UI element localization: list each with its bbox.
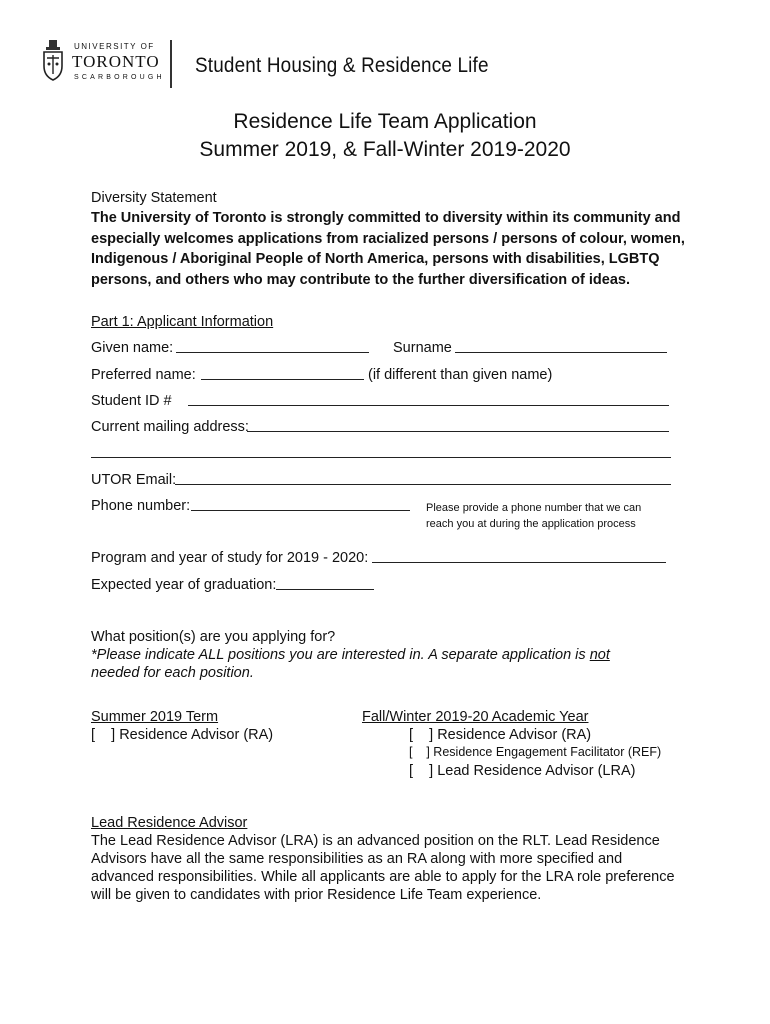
- preferred-name-note: (if different than given name): [368, 367, 553, 383]
- positions-note-prefix: *Please indicate ALL positions you are interested in. A separate application is: [91, 647, 590, 663]
- student-id-label: Student ID #: [91, 393, 172, 409]
- graduation-year-field[interactable]: [276, 575, 374, 590]
- department-name: Student Housing & Residence Life: [195, 54, 489, 77]
- document-title: Residence Life Team Application: [233, 110, 537, 133]
- fall-lra-checkbox[interactable]: [ ] Lead Residence Advisor (LRA): [409, 763, 636, 779]
- graduation-year-label: Expected year of graduation:: [91, 577, 277, 593]
- summer-ra-checkbox[interactable]: [ ] Residence Advisor (RA): [91, 727, 274, 743]
- fall-ref-checkbox[interactable]: [ ] Residence Engagement Facilitator (REF): [409, 745, 662, 759]
- header-divider: [170, 40, 172, 88]
- lra-description-line1: The Lead Residence Advisor (LRA) is an advanced position on the RLT. Lead Residence: [91, 833, 660, 849]
- phone-number-field[interactable]: [191, 496, 410, 511]
- campus-label: SCARBOROUGH: [74, 74, 165, 81]
- phone-note-line1: Please provide a phone number that we can: [426, 502, 642, 514]
- positions-note-suffix: needed for each position.: [91, 665, 254, 681]
- diversity-heading: Diversity Statement: [91, 190, 217, 206]
- toronto-label: TORONTO: [72, 52, 160, 71]
- preferred-name-field[interactable]: [201, 365, 364, 380]
- surname-field[interactable]: [455, 338, 667, 353]
- university-crest-icon: [42, 38, 64, 82]
- preferred-name-label: Preferred name:: [91, 367, 196, 383]
- utor-email-label: UTOR Email:: [91, 472, 177, 488]
- lra-heading: Lead Residence Advisor: [91, 815, 248, 831]
- lra-description-line3: advanced responsibilities. While all applicants are able to apply for the LRA role preference: [91, 869, 675, 885]
- diversity-text: The University of Toronto is strongly committed to diversity within its community and especially welcomes applications from racialized persons / persons of colour, women, Indigenous / Aboriginal People of North America, persons with disabilities, LGBTQ persons, and others who may contribute to the further diversification of ideas.: [91, 210, 685, 288]
- mailing-address-field[interactable]: [247, 417, 669, 432]
- given-name-label: Given name:: [91, 340, 174, 356]
- part1-heading: Part 1: Applicant Information: [91, 314, 274, 330]
- fall-ra-checkbox[interactable]: [ ] Residence Advisor (RA): [409, 727, 592, 743]
- positions-note: [91, 645, 691, 665]
- fall-term-heading: Fall/Winter 2019-20 Academic Year: [362, 709, 589, 725]
- surname-label: Surname: [393, 340, 452, 356]
- document-subtitle: Summer 2019, & Fall-Winter 2019-2020: [199, 138, 571, 161]
- summer-term-heading: Summer 2019 Term: [91, 709, 219, 725]
- positions-question: What position(s) are you applying for?: [91, 629, 336, 645]
- program-year-field[interactable]: [372, 548, 666, 563]
- utor-email-field[interactable]: [175, 470, 671, 485]
- positions-note-emphasis: not: [589, 647, 610, 663]
- phone-note-line2: reach you at during the application process: [426, 518, 636, 530]
- program-year-label: Program and year of study for 2019 - 2020:: [91, 550, 369, 566]
- mailing-address-field-line2[interactable]: [91, 443, 671, 458]
- university-label: UNIVERSITY OF: [74, 42, 155, 51]
- phone-number-label: Phone number:: [91, 498, 191, 514]
- given-name-field[interactable]: [176, 338, 369, 353]
- student-id-field[interactable]: [188, 391, 669, 406]
- mailing-address-label: Current mailing address:: [91, 419, 249, 435]
- lra-description-line4: will be given to candidates with prior Residence Life Team experience.: [91, 887, 542, 903]
- lra-description-line2: Advisors have all the same responsibilities as an RA along with more specified and: [91, 851, 623, 867]
